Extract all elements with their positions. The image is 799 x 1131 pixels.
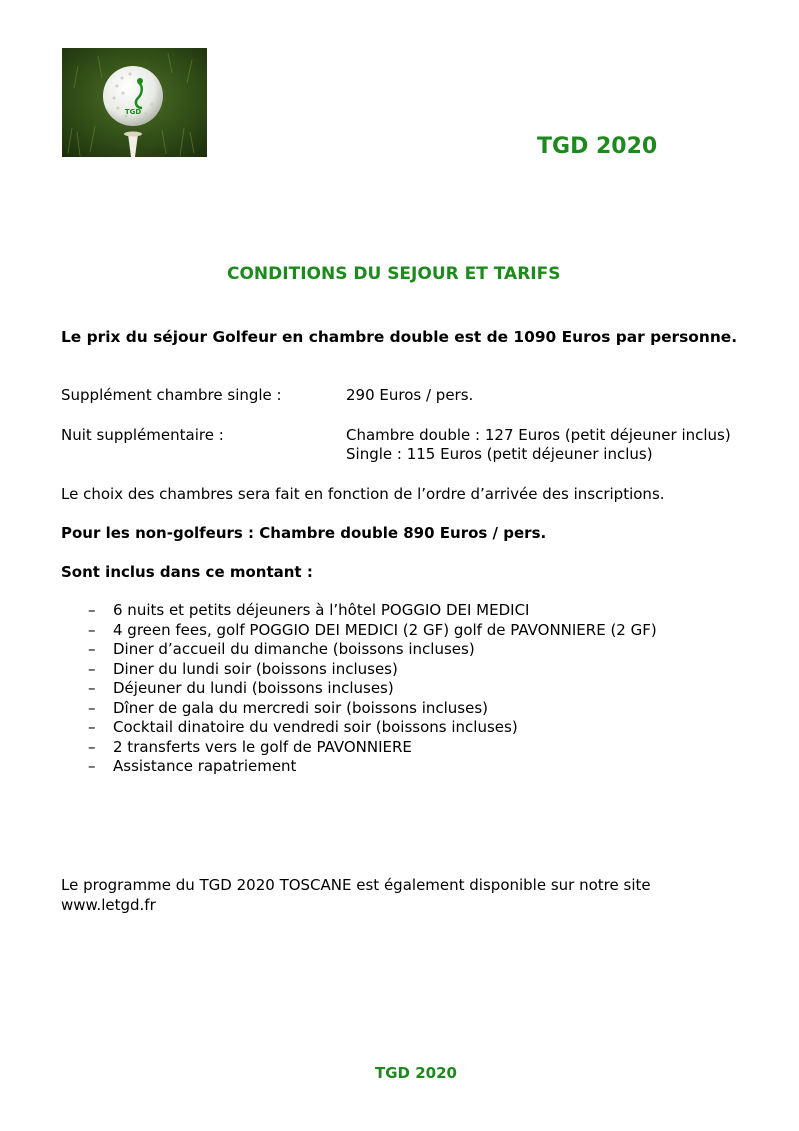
list-item-text: 4 green fees, golf POGGIO DEI MEDICI (2 GF) golf de PAVONNIERE (2 GF) <box>113 620 657 639</box>
supplement-label: Supplément chambre single : <box>61 386 282 404</box>
list-item-text: Assistance rapatriement <box>113 757 297 775</box>
main-price-statement: Le prix du séjour Golfeur en chambre double est de 1090 Euros par personne. <box>61 328 738 346</box>
list-item <box>88 601 657 621</box>
dash-bullet: – <box>88 679 96 697</box>
section-title: CONDITIONS DU SEJOUR ET TARIFS <box>227 264 561 284</box>
included-list <box>88 601 657 777</box>
header-title: TGD 2020 <box>537 134 658 159</box>
included-title: Sont inclus dans ce montant : <box>61 563 313 581</box>
list-item <box>88 699 657 719</box>
extra-night-label: Nuit supplémentaire : <box>61 426 224 444</box>
list-item-text: Dîner de gala du mercredi soir (boissons incluses) <box>113 698 489 717</box>
list-item <box>88 757 657 777</box>
list-item <box>88 718 657 738</box>
list-item-text: 6 nuits et petits déjeuners à l’hôtel POGGIO DEI MEDICI <box>113 601 530 619</box>
list-item <box>88 738 657 758</box>
list-item <box>88 660 657 680</box>
extra-night-double-price: Chambre double : 127 Euros (petit déjeuner inclus) <box>346 426 731 444</box>
rooms-allocation-note: Le choix des chambres sera fait en fonction de l’ordre d’arrivée des inscriptions. <box>61 485 665 503</box>
non-golfers-price: Pour les non-golfeurs : Chambre double 890 Euros / pers. <box>61 524 547 542</box>
dash-bullet: – <box>88 620 96 639</box>
extra-night-single-price: Single : 115 Euros (petit déjeuner inclus) <box>346 445 653 463</box>
dash-bullet: – <box>88 718 96 736</box>
footer-program-note: Le programme du TGD 2020 TOSCANE est également disponible sur notre site <box>61 876 651 894</box>
list-item <box>88 640 657 660</box>
golf-ball-logo <box>62 48 207 157</box>
website-link[interactable]: www.letgd.fr <box>61 896 156 914</box>
list-item-text: 2 transferts vers le golf de PAVONNIERE <box>113 737 412 756</box>
supplement-value: 290 Euros / pers. <box>346 386 474 404</box>
dash-bullet: – <box>88 659 96 678</box>
list-item <box>88 679 657 699</box>
dash-bullet: – <box>88 737 96 756</box>
list-item-text: Diner d’accueil du dimanche (boissons incluses) <box>113 640 475 658</box>
list-item <box>88 621 657 641</box>
list-item-text: Cocktail dinatoire du vendredi soir (boissons incluses) <box>113 718 518 736</box>
footer-title: TGD 2020 <box>375 1064 457 1082</box>
dash-bullet: – <box>88 698 96 717</box>
dash-bullet: – <box>88 757 96 775</box>
svg-text:TGD: TGD <box>124 108 142 116</box>
dash-bullet: – <box>88 601 96 619</box>
list-item-text: Diner du lundi soir (boissons incluses) <box>113 659 398 678</box>
list-item-text: Déjeuner du lundi (boissons incluses) <box>113 679 394 697</box>
dash-bullet: – <box>88 640 96 658</box>
